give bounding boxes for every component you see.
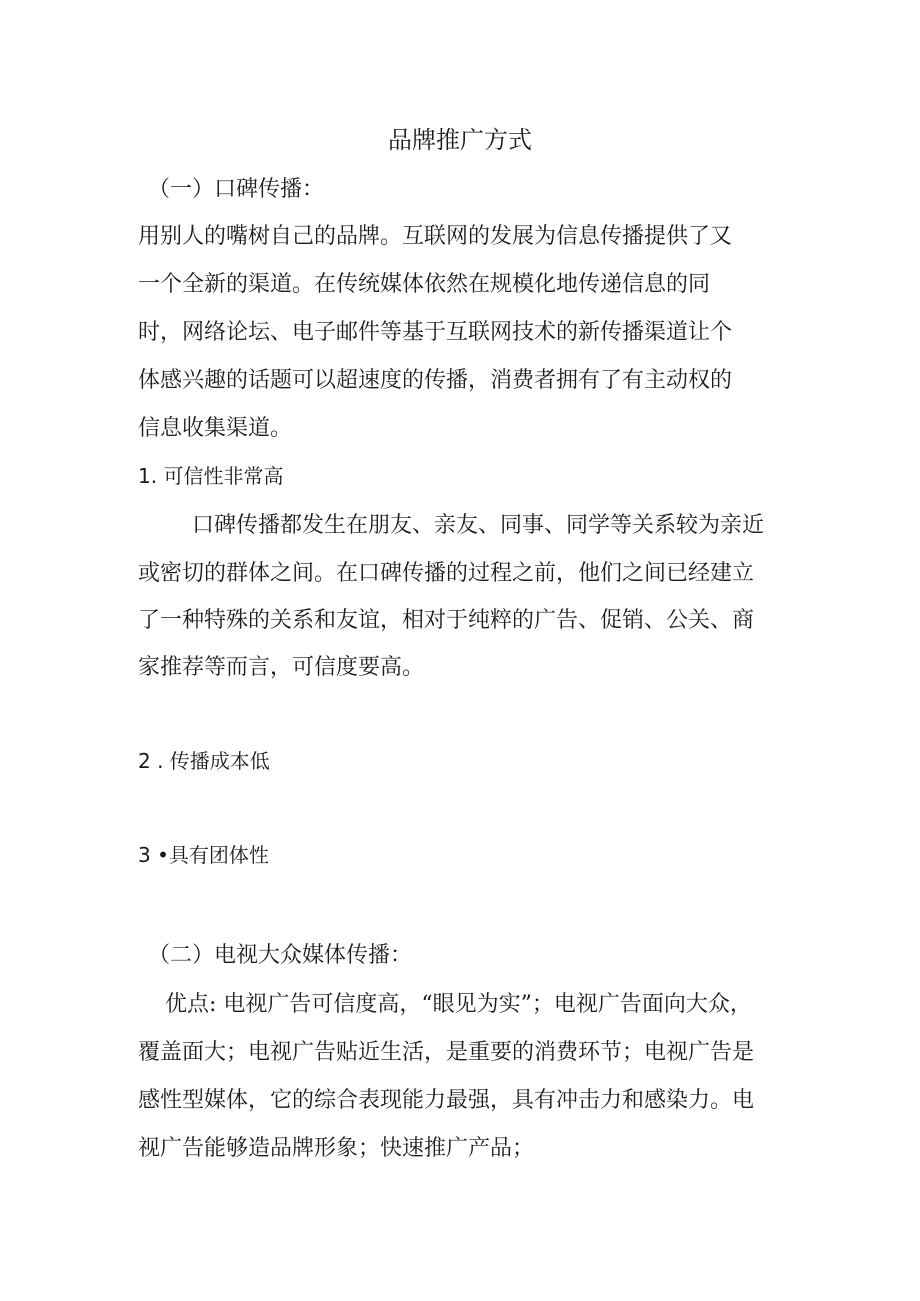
section2-line-1: 优点: 电视广告可信度高，“眼见为实”；电视广告面向大众， bbox=[165, 992, 752, 1017]
item1-line-4: 家推荐等而言，可信度要高。 bbox=[138, 655, 425, 680]
document-title: 品牌推广方式 bbox=[388, 126, 532, 154]
section1-intro-line-5: 信息收集渠道。 bbox=[138, 416, 293, 441]
section2-heading: （二）电视大众媒体传播： bbox=[148, 943, 413, 968]
item1-line-2: 或密切的群体之间。在口碑传播的过程之前，他们之间已经建立 bbox=[138, 561, 755, 586]
section1-intro-line-2: 一个全新的渠道。在传统媒体依然在规模化地传递信息的同 bbox=[138, 272, 711, 297]
item1-heading: 1. 可信性非常高 bbox=[138, 464, 284, 488]
section2-line-2: 覆盖面大；电视广告贴近生活，是重要的消费环节；电视广告是 bbox=[138, 1040, 755, 1065]
item1-line-1: 口碑传播都发生在朋友、亲友、同事、同学等关系较为亲近 bbox=[192, 513, 765, 538]
item3-heading: 3 •具有团体性 bbox=[138, 843, 269, 867]
section2-line-4: 视广告能够造品牌形象；快速推广产品； bbox=[138, 1136, 535, 1161]
section2-line-3: 感性型媒体，它的综合表现能力最强，具有冲击力和感染力。电 bbox=[138, 1088, 755, 1113]
section1-heading: （一）口碑传播： bbox=[148, 177, 325, 202]
item2-heading: 2 . 传播成本低 bbox=[138, 749, 270, 773]
section1-intro-line-3: 时，网络论坛、电子邮件等基于互联网技术的新传播渠道让个 bbox=[138, 320, 733, 345]
item1-line-3: 了一种特殊的关系和友谊，相对于纯粹的广告、促销、公关、商 bbox=[138, 608, 755, 633]
section1-intro-line-4: 体感兴趣的话题可以超速度的传播，消费者拥有了有主动权的 bbox=[138, 368, 733, 393]
section1-intro-line-1: 用别人的嘴树自己的品牌。互联网的发展为信息传播提供了又 bbox=[138, 224, 733, 249]
